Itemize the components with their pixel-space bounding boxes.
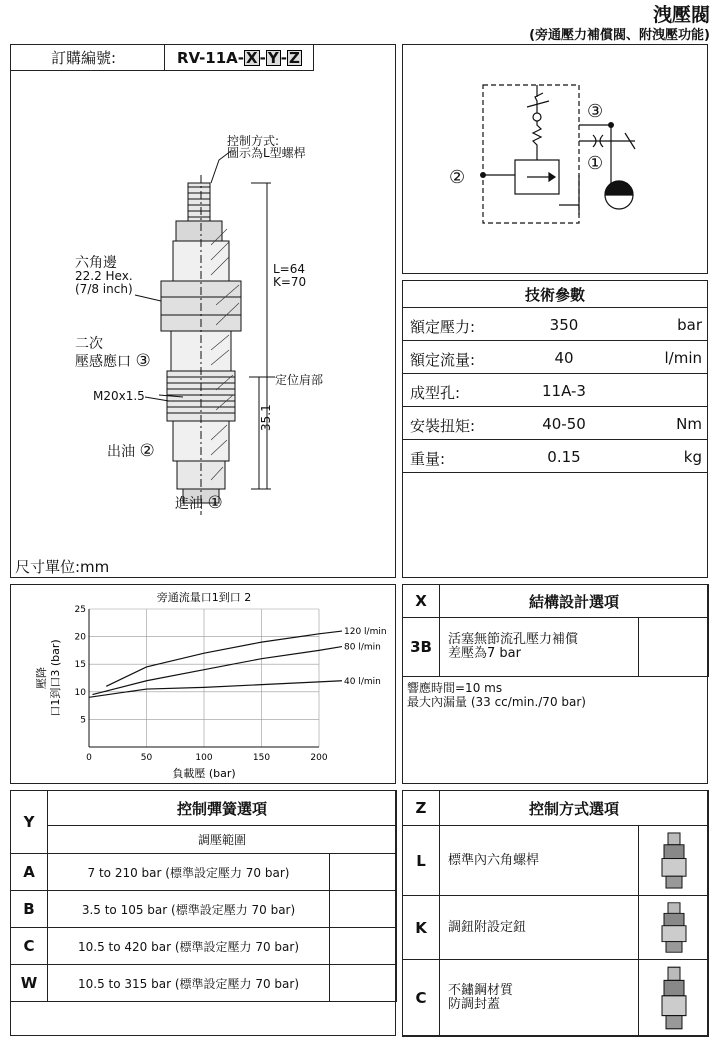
z-option-image-cell (638, 895, 709, 960)
order-label: 訂購編號: (51, 49, 117, 67)
chart-y-label-1: 壓降 (35, 667, 48, 689)
z-option-text-line2: 防調封蓋 (448, 997, 501, 1012)
y-option-text: 10.5 to 420 bar (標準設定壓力 70 bar) (78, 939, 299, 954)
spec-row (402, 407, 708, 440)
unit-note: 尺寸單位:mm (15, 558, 110, 576)
cartridge-thumbnail-icon (654, 831, 694, 890)
cartridge-thumbnail-icon (654, 965, 694, 1031)
y-option-text: 10.5 to 315 bar (標準設定壓力 70 bar) (78, 976, 299, 991)
x-notes (407, 681, 586, 709)
z-option-code-cell (402, 825, 440, 896)
z-option-text-cell (439, 959, 639, 1037)
cartridge-thumbnail-icon (654, 901, 694, 954)
z-option-image-cell (638, 825, 709, 896)
y-option-code-cell (10, 853, 48, 891)
y-title-cell (47, 790, 397, 826)
hydraulic-symbol (403, 45, 709, 275)
x-note-response: 響應時間=10 ms (407, 681, 503, 695)
y-options-panel (10, 790, 396, 1036)
control-method-note: 圖示為L型螺桿 (227, 146, 306, 160)
chart-y-tick-label: 15 (74, 660, 86, 671)
order-code-dash1: - (259, 48, 266, 67)
length-dims (273, 263, 306, 289)
specs-title: 技術參數 (524, 285, 585, 304)
spec-unit: kg (683, 448, 702, 466)
spec-label: 重量: (410, 450, 446, 468)
z-option-code-cell (402, 959, 440, 1037)
x-blank-cell (638, 617, 709, 677)
pilot-port-number: ③ (135, 351, 151, 371)
z-option-code: K (415, 918, 427, 937)
x-code-cell (402, 617, 440, 677)
control-method-label (227, 135, 306, 159)
y-option-blank-cell (329, 890, 397, 928)
hydraulic-schematic-panel (402, 44, 708, 274)
flow-chart-panel (10, 584, 396, 784)
order-code-dash2: - (280, 48, 287, 67)
y-option-code: W (20, 974, 38, 992)
chart-title: 旁通流量口1到口 2 (156, 591, 252, 604)
chart-y-tick-label: 20 (74, 632, 86, 643)
z-option-image-cell (638, 959, 709, 1037)
y-option-text-cell (47, 927, 330, 965)
inlet-text: 進油 (175, 496, 203, 512)
control-method-title: 控制方式: (227, 134, 280, 148)
length-l: L=64 (273, 262, 306, 276)
chart-x-label: 負載壓 (bar) (172, 767, 236, 780)
order-code-prefix: RV-11A- (177, 48, 245, 67)
chart-series-label: 120 l/min (344, 627, 387, 638)
pilot-port-line2: 壓感應口 (75, 354, 131, 370)
x-title-cell (439, 584, 709, 618)
chart-series-line (89, 681, 342, 698)
y-title: 控制彈簧選項 (176, 799, 267, 818)
y-option-blank-cell (329, 964, 397, 1002)
y-option-blank-cell (329, 927, 397, 965)
z-option-code-cell (402, 895, 440, 960)
chart-y-label-2: 口1到口3 (bar) (49, 639, 62, 717)
z-option-text-line1: 調鈕附設定鈕 (448, 919, 527, 935)
y-option-text-cell (47, 964, 330, 1002)
outlet-text: 出油 (107, 444, 135, 460)
z-option-text-cell (439, 825, 639, 896)
y-option-text-cell (47, 890, 330, 928)
dim-35-label: 35.1 (259, 404, 273, 431)
z-option-text-line1: 不鏽鋼材質 (448, 983, 514, 998)
z-title: 控制方式選項 (528, 799, 619, 818)
x-desc-line1: 活塞無節流孔壓力補償 (448, 632, 579, 647)
page-subtitle: (旁通壓力補償閥、附洩壓功能) (529, 28, 710, 43)
y-option-code-cell (10, 927, 48, 965)
spec-unit: l/min (664, 349, 702, 367)
chart-x-tick-label: 0 (86, 753, 92, 763)
inlet-label (175, 493, 223, 513)
spec-value: 40-50 (542, 415, 586, 433)
z-title-cell (439, 790, 709, 826)
spec-label: 成型孔: (410, 384, 461, 402)
x-title: 結構設計選項 (528, 592, 619, 611)
hex-size: 22.2 Hex. (75, 269, 133, 283)
spec-value: 40 (554, 349, 574, 367)
y-range-label: 調壓範圍 (197, 833, 246, 847)
y-option-text: 3.5 to 105 bar (標準設定壓力 70 bar) (81, 902, 296, 917)
chart-x-tick-label: 200 (310, 753, 328, 763)
z-option-text-cell (439, 895, 639, 960)
pilot-port-line1: 二次 (75, 336, 103, 352)
z-option-code: C (415, 989, 427, 1007)
spec-unit: bar (677, 316, 702, 334)
schematic-port-2: ② (449, 167, 466, 188)
x-desc-line2: 差壓為7 bar (448, 646, 521, 661)
hex-inch: (7/8 inch) (75, 282, 133, 296)
y-head-cell (10, 790, 48, 854)
y-option-code: C (23, 937, 35, 955)
spec-label: 安裝扭矩: (410, 417, 476, 435)
x-options-panel (402, 584, 708, 784)
length-k: K=70 (273, 275, 307, 289)
z-option-text-line1: 標準內六角螺桿 (448, 852, 540, 868)
inlet-number: ① (207, 493, 223, 513)
chart-y-tick-label: 25 (74, 605, 86, 615)
spec-value: 11A-3 (542, 382, 586, 400)
schematic-port-3: ③ (587, 101, 604, 122)
chart-series-line (106, 631, 342, 686)
hex-label: 六角邊 (75, 255, 117, 271)
spec-row (402, 308, 708, 341)
spec-row (402, 440, 708, 473)
chart-x-tick-label: 150 (252, 753, 271, 763)
schematic-port-1: ① (587, 153, 604, 174)
y-range-cell (47, 825, 397, 854)
z-options-panel (402, 790, 708, 1036)
y-option-text-cell (47, 853, 330, 891)
y-option-code-cell (10, 964, 48, 1002)
spec-value: 0.15 (547, 448, 581, 466)
z-head: Z (415, 799, 427, 817)
chart-y-tick-label: 5 (80, 715, 86, 726)
chart-x-tick-label: 100 (195, 753, 213, 763)
spec-row (402, 341, 708, 374)
locating-shoulder-label: 定位肩部 (275, 373, 324, 387)
spec-label: 額定流量: (410, 351, 476, 369)
chart-x-tick-label: 50 (140, 753, 153, 763)
x-head-cell (402, 584, 440, 618)
y-option-code: A (23, 863, 35, 881)
y-head: Y (23, 813, 35, 831)
thread-label: M20x1.5 (93, 389, 145, 403)
chart-series-line (92, 647, 342, 695)
x-note-leakage: 最大內漏量 (33 cc/min./70 bar) (407, 695, 586, 709)
x-code: 3B (410, 638, 432, 656)
spec-label: 額定壓力: (410, 318, 476, 336)
spec-value: 350 (549, 316, 579, 334)
chart-series-label: 80 l/min (344, 642, 381, 653)
chart-series-label: 40 l/min (344, 676, 381, 687)
flow-chart (11, 585, 397, 785)
page-title: 洩壓閥 (652, 4, 710, 26)
hex-label-block (75, 257, 133, 296)
order-code-z: Z (288, 48, 300, 67)
z-head-cell (402, 790, 440, 826)
order-code-y: Y (267, 48, 279, 67)
y-option-blank-cell (329, 853, 397, 891)
y-option-code-cell (10, 890, 48, 928)
spec-row (402, 374, 708, 407)
x-head: X (415, 592, 427, 610)
y-option-text: 7 to 210 bar (標準設定壓力 70 bar) (87, 865, 290, 880)
spec-unit: Nm (676, 415, 702, 433)
chart-y-tick-label: 10 (74, 687, 86, 698)
specs-title-cell (402, 280, 708, 308)
pilot-port-label (75, 336, 151, 371)
order-code-x: X (246, 48, 258, 67)
x-desc-cell (439, 617, 639, 677)
y-option-code: B (23, 900, 35, 918)
specs-panel (402, 280, 708, 578)
outlet-number: ② (139, 441, 155, 461)
outlet-label (107, 441, 155, 461)
z-option-code: L (416, 851, 426, 870)
drawing-panel (10, 44, 396, 578)
